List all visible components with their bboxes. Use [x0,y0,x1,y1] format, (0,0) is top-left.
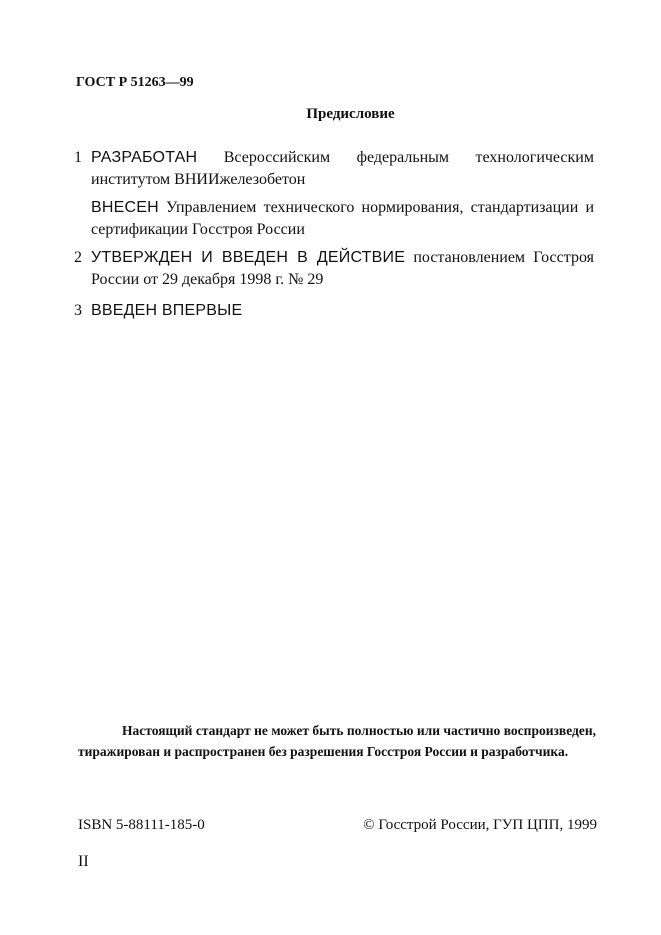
page-title: Предисловие [306,106,395,122]
standard-code: ГОСТ Р 51263—99 [76,75,194,90]
item-text: постановлением Госстроя России от 29 декабря 1998 г. № 29 [91,249,594,288]
foreword-item-1 [74,147,594,191]
foreword-item-2 [74,247,594,291]
copyright-notice: Настоящий стандарт не может быть полностью или частично воспроизведен, тиражирован и распространен без разрешения Госстроя России и разработчика. [78,723,596,759]
item-number: 2 [74,249,82,266]
isbn: ISBN 5-88111-185-0 [78,817,205,833]
item-lead: РАЗРАБОТАН [91,149,198,166]
foreword-item-1-submitted [91,197,594,241]
item-lead: УТВЕРЖДЕН И ВВЕДЕН В ДЕЙСТВИЕ [91,249,406,266]
item-lead: ВНЕСЕН [91,199,159,216]
item-lead: ВВЕДЕН ВПЕРВЫЕ [91,302,243,319]
copyright: © Госстрой России, ГУП ЦПП, 1999 [363,817,597,833]
item-number: 1 [74,149,82,166]
page-number: II [78,853,89,870]
foreword-item-3 [74,300,594,322]
item-number: 3 [74,302,82,319]
item-text: Всероссийским федеральным технологическим институтом ВНИИжелезобетон [91,149,594,188]
item-text: Управлением технического нормирования, стандартизации и сертификации Госстроя России [91,199,594,238]
